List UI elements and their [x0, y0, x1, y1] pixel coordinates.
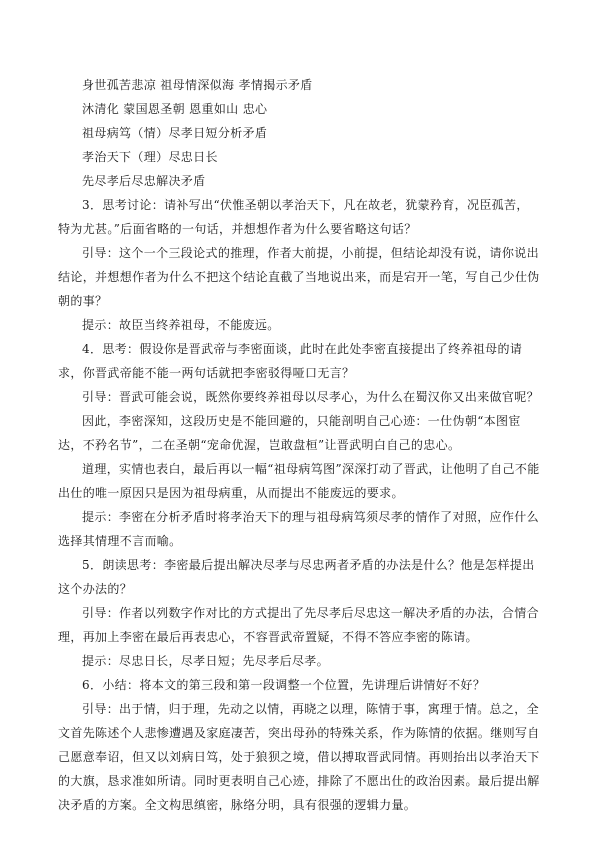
hint-5: 提示：尽忠日长，尽孝日短；先尽孝后尽孝。 — [82, 654, 330, 668]
guide-4-continued: 因此，李密深知，这段历史是不能回避的，只能剖明自己心迹：一仕伪朝“本图宦达，不矜名节”，二在圣朝“宠命优渥，岂敢盘桓”让晋武明白自己的忠心。 — [58, 414, 521, 452]
guide-3: 引导：这个一个三段论式的推理，作者大前提，小前提，但结论却没有说，请你说出结论，并想想作者为什么不把这个结论直截了当地说出来，而是宕开一笔，写自己少仕伪朝的事？ — [58, 246, 540, 308]
guide-4-reasoning: 道理，实情也表白，最后再以一幅“祖母病笃图”深深打动了晋武，让他明了自己不能出仕的唯一原因只是因为祖母病重，从而提出不能废远的要求。 — [58, 462, 540, 500]
question-3: 3．思考讨论：请补写出“伏惟圣朝以孝治天下，凡在故老，犹蒙矜育，况臣孤苦，特为尤甚。”后面省略的一句话，并想想作者为什么要省略这句话？ — [58, 198, 529, 236]
outline-line-3: 祖母病笃（情）尽孝日短分析矛盾 — [82, 126, 268, 140]
question-4: 4．思考：假设你是晋武帝与李密面谈，此时在此处李密直接提出了终养祖母的请求，你晋武帝能不能一两句话就把李密驳得哑口无言？ — [58, 342, 523, 380]
question-5: 5．朗读思考：李密最后提出解决尽孝与尽忠两者矛盾的办法是什么？他是怎样提出这个办法的？ — [58, 558, 535, 596]
guide-4: 引导：晋武可能会说，既然你要终养祖母以尽孝心，为什么在蜀汉你又出来做官呢？ — [82, 390, 539, 404]
outline-line-5: 先尽孝后尽忠解决矛盾 — [82, 174, 206, 188]
outline-line-2: 沐清化 蒙国恩圣朝 恩重如山 忠心 — [82, 102, 268, 116]
question-6: 6．小结：将本文的第三段和第一段调整一个位置，先讲理后讲情好不好？ — [82, 678, 486, 692]
hint-3: 提示：故臣当终养祖母，不能废远。 — [82, 318, 280, 332]
guide-5: 引导：作者以列数字作对比的方式提出了先尽孝后尽忠这一解决矛盾的办法，合情合理，再加上李密在最后再表忠心，不容晋武帝置疑，不得不答应李密的陈请。 — [58, 606, 539, 644]
outline-line-1: 身世孤苦悲凉 祖母情深似海 孝情揭示矛盾 — [82, 78, 313, 92]
outline-line-4: 孝治天下（理）尽忠日长 — [82, 150, 218, 164]
hint-4: 提示：李密在分析矛盾时将孝治天下的理与祖母病笃须尽孝的情作了对照，应作什么选择其情理不言而喻。 — [58, 510, 539, 548]
guide-6: 引导：出于情，归于理，先动之以情，再晓之以理，陈情于事，寓理于情。总之，全文首先陈述个人悲惨遭遇及家庭凄苦，突出母孙的特殊关系，作为陈情的依据。继则写自己愿意奉诏，但又以刘病日笃，处于狼狈之境，借以搏取晋武同情。再则抬出以孝治天下的大旗，恳求准如所请。同时更表明自己心迹，排除了不愿出仕的政治因素。最后提出解决矛盾的方案。全文构思缜密，脉络分明，具有很强的逻辑力量。 — [58, 702, 540, 812]
